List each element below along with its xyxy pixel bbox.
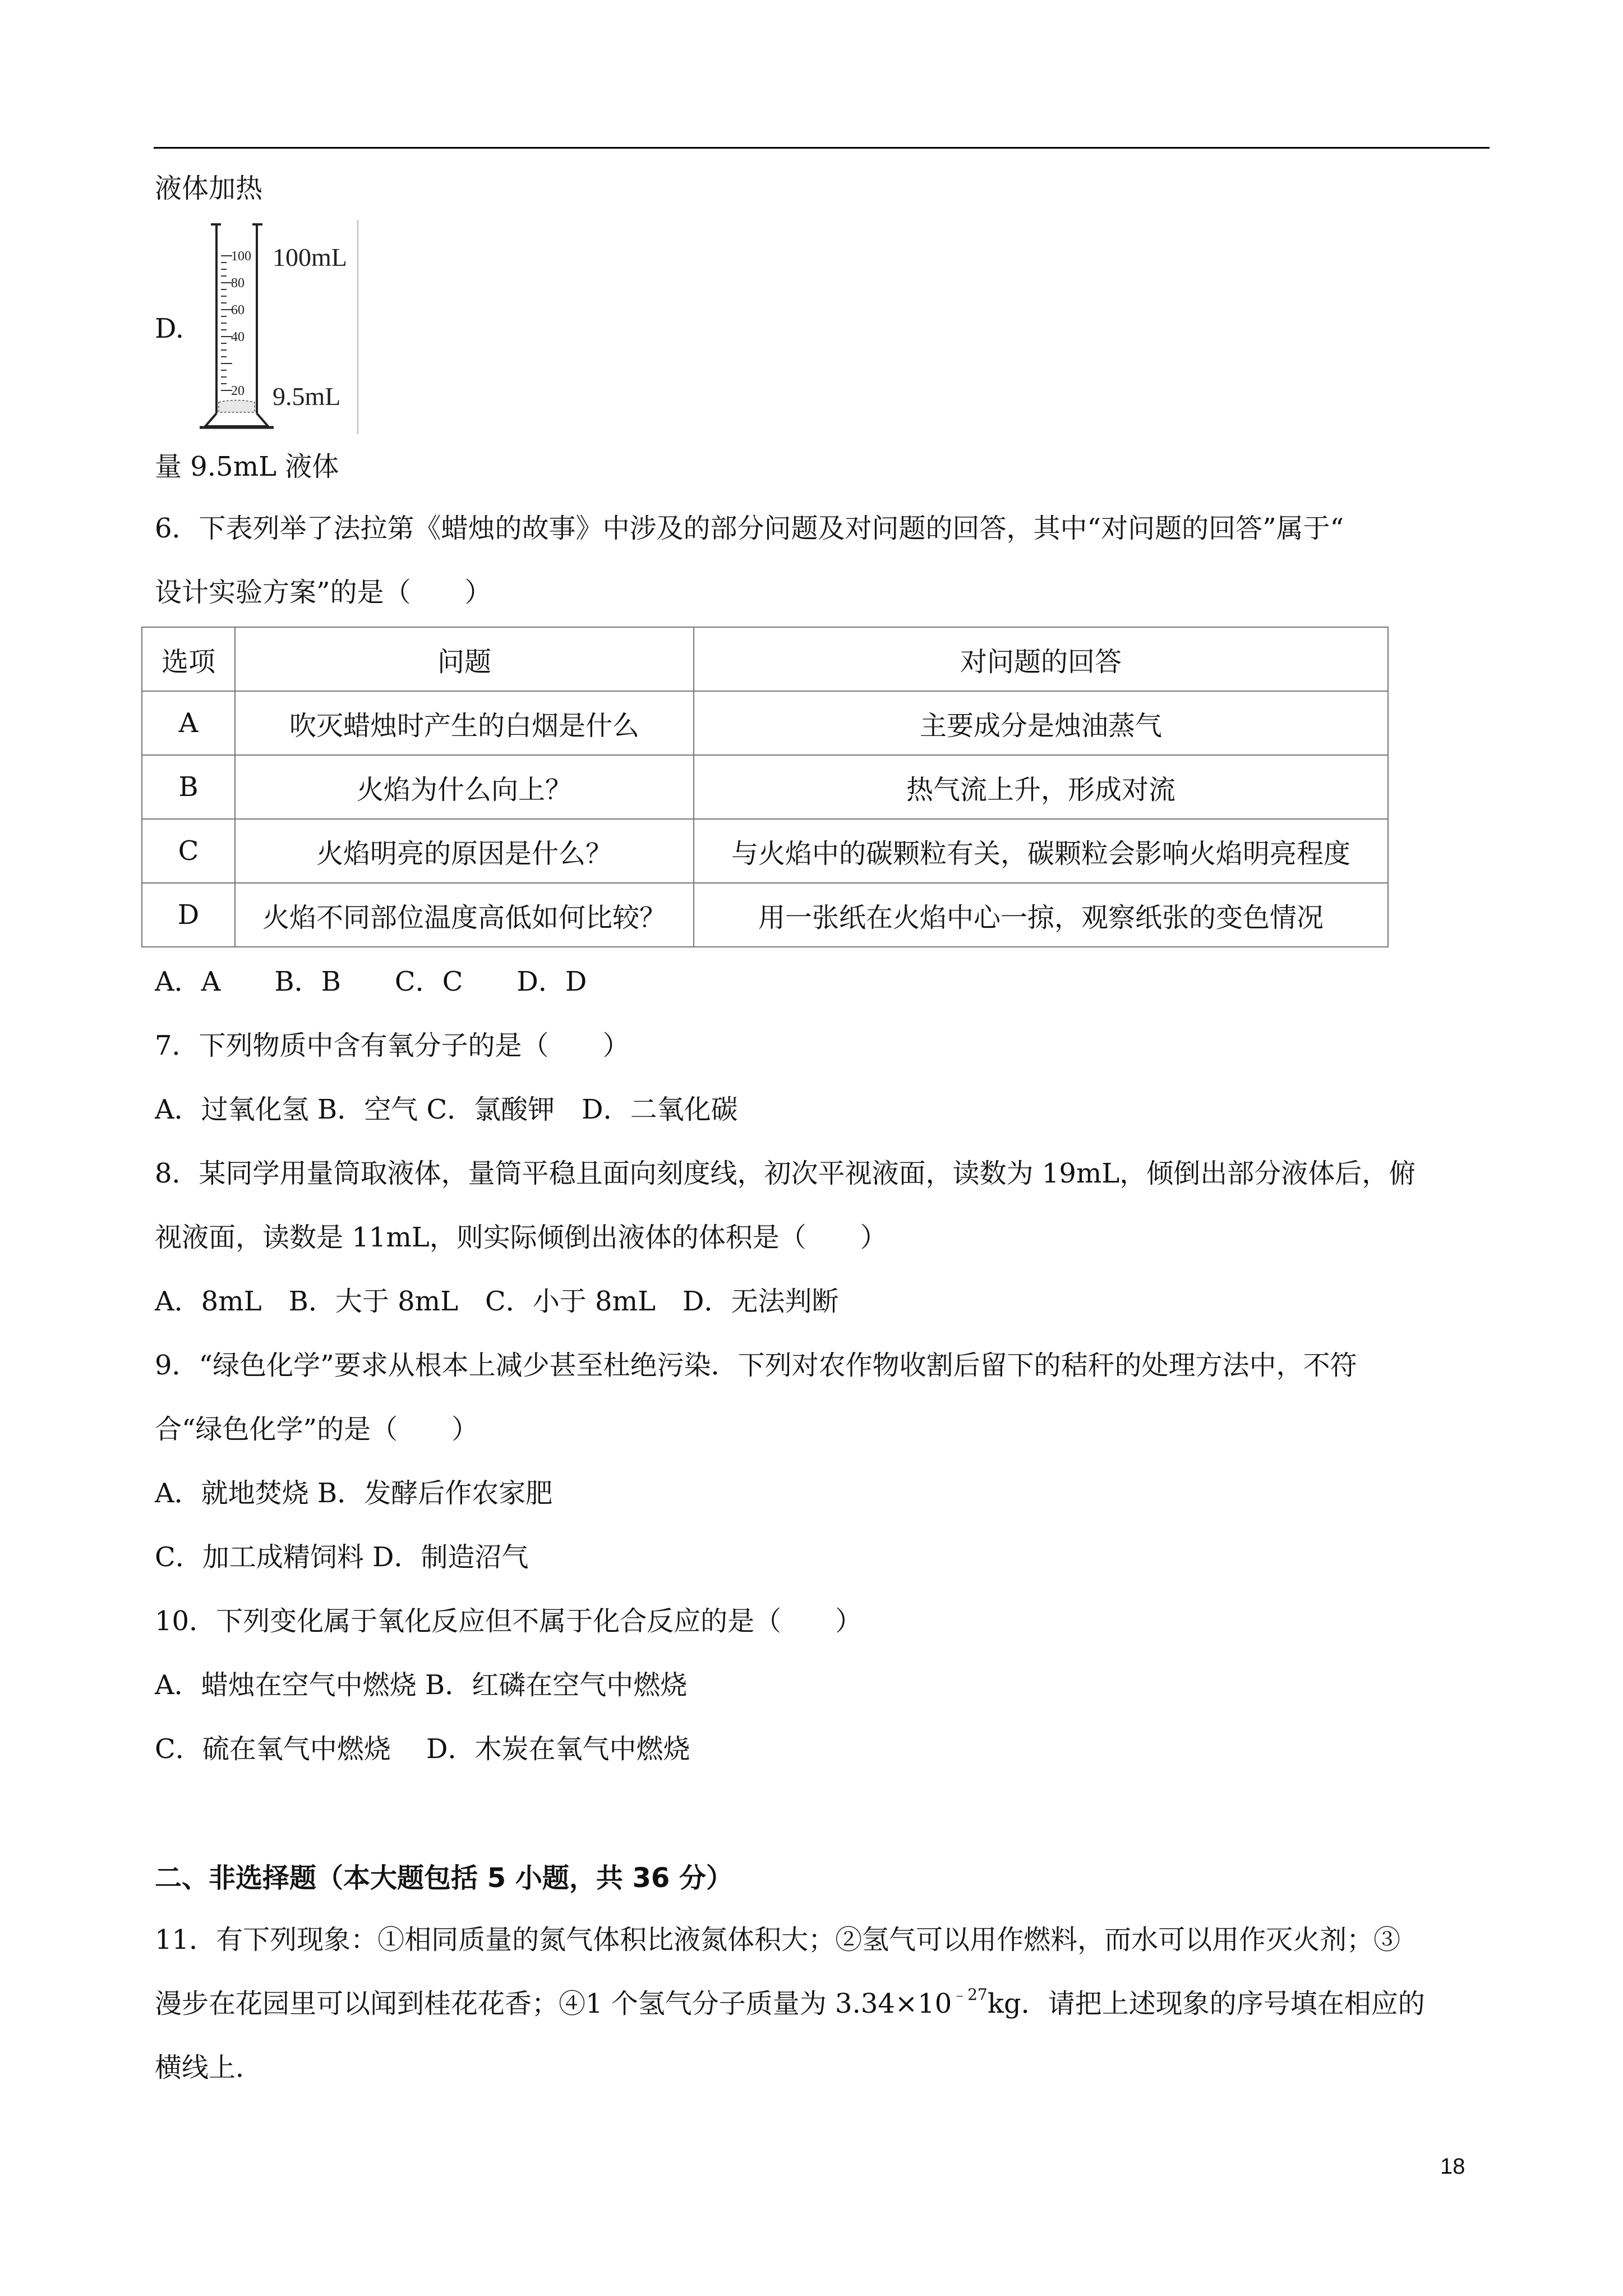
tick-label: 40 (231, 330, 245, 344)
question-7-options: A．过氧化氢 B．空气 C．氯酸钾 D．二氧化碳 (155, 1094, 738, 1125)
tick-label: 60 (231, 303, 245, 318)
table-row (142, 819, 1388, 883)
q11-text-post: kg．请把上述现象的序号填在相应的 (987, 1988, 1425, 2019)
q11-exponent: ﹣27 (952, 1985, 988, 2004)
option-c-caption: 液体加热 (155, 173, 263, 204)
question-10-options-2: C．硫在氧气中燃烧 D．木炭在氧气中燃烧 (155, 1733, 690, 1765)
table-cell: 吹灭蜡烛时产生的白烟是什么 (235, 691, 694, 755)
table-row (142, 755, 1388, 819)
question-9-line1: 9．“绿色化学”要求从根本上减少甚至杜绝污染．下列对农作物收割后留下的秸秆的处理方法中，不符 (155, 1350, 1357, 1381)
question-6-line1: 6．下表列举了法拉第《蜡烛的故事》中涉及的部分问题及对问题的回答，其中“对问题的回答”属于“ (155, 513, 1344, 544)
question-9-line2: 合“绿色化学”的是（ ） (155, 1414, 479, 1445)
question-8-line2: 视液面，读数是 11mL，则实际倾倒出液体的体积是（ ） (155, 1222, 887, 1253)
table-cell: B (142, 755, 235, 819)
page-number: 18 (1440, 2154, 1465, 2179)
table-cell: 火焰明亮的原因是什么？ (235, 819, 694, 883)
question-6-options: A．A B．B C．C D．D (155, 966, 587, 997)
table-cell: 热气流上升，形成对流 (694, 755, 1388, 819)
question-8-options: A．8mL B．大于 8mL C．小于 8mL D．无法判断 (155, 1286, 839, 1317)
question-11-line3: 横线上． (155, 2052, 263, 2083)
question-11-line1: 11．有下列现象：①相同质量的氮气体积比液氮体积大；②氢气可以用作燃料，而水可以用作灭火剂；③ (155, 1924, 1401, 1955)
question-8-line1: 8．某同学用量筒取液体，量筒平稳且面向刻度线，初次平视液面，读数为 19mL，倾倒出部分液体后，俯 (155, 1158, 1416, 1189)
tick-label: 20 (231, 384, 245, 398)
option-d-label: D. (155, 313, 185, 344)
table-cell: 火焰为什么向上？ (235, 755, 694, 819)
table-cell: 主要成分是烛油蒸气 (694, 691, 1388, 755)
header-rule (154, 147, 1490, 149)
volume-label-bottom: 9.5mL (273, 382, 341, 411)
question-9-options-1: A．就地焚烧 B．发酵后作农家肥 (155, 1478, 553, 1509)
table-cell: C (142, 819, 235, 883)
table-row (142, 883, 1388, 947)
volume-label-top: 100mL (273, 243, 347, 272)
table-cell: 用一张纸在火焰中心一掠，观察纸张的变色情况 (694, 883, 1388, 947)
table-header-cell: 对问题的回答 (694, 627, 1388, 691)
table-cell: 火焰不同部位温度高低如何比较？ (235, 883, 694, 947)
question-11-line2 (155, 1987, 1425, 2021)
tick-label: 100 (231, 249, 251, 264)
question-10-options-1: A．蜡烛在空气中燃烧 B．红磷在空气中燃烧 (155, 1669, 688, 1701)
question-10: 10．下列变化属于氧化反应但不属于化合反应的是（ ） (155, 1605, 863, 1637)
table-header-cell: 问题 (235, 627, 694, 691)
section-2-heading: 二、非选择题（本大题包括 5 小题，共 36 分） (155, 1862, 734, 1894)
table-cell: A (142, 691, 235, 755)
table-header-row (142, 627, 1388, 691)
table-cell: D (142, 883, 235, 947)
option-d-caption: 量 9.5mL 液体 (155, 451, 339, 482)
q11-text-pre: 漫步在花园里可以闻到桂花花香；④1 个氢气分子质量为 3.34×10 (155, 1988, 952, 2019)
graduated-cylinder-figure (194, 220, 362, 434)
table-cell: 与火焰中的碳颗粒有关，碳颗粒会影响火焰明亮程度 (694, 819, 1388, 883)
table-header-cell: 选项 (142, 627, 235, 691)
tick-label: 80 (231, 276, 245, 291)
question-6-line2: 设计实验方案”的是（ ） (155, 577, 492, 608)
question-9-options-2: C．加工成精饲料 D．制造沼气 (155, 1542, 529, 1573)
question-6-table (141, 627, 1389, 947)
question-7: 7．下列物质中含有氧分子的是（ ） (155, 1030, 630, 1061)
table-row (142, 691, 1388, 755)
